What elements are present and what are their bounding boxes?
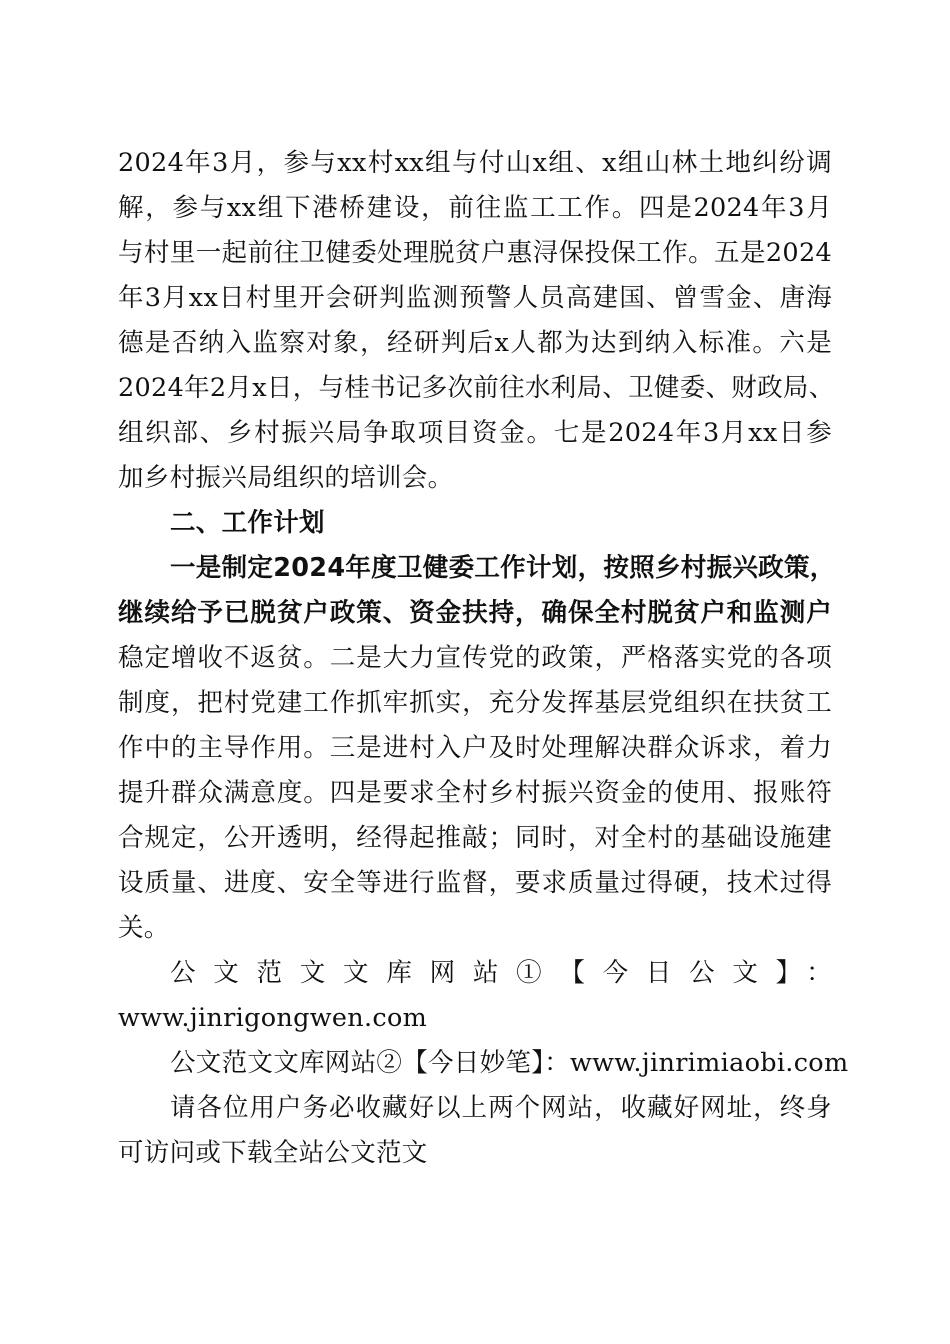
section2-line-6: 提升群众满意度。四是要求全村乡村振兴资金的使用、报账符: [118, 778, 832, 808]
notice-line-2: 可访问或下载全站公文范文: [118, 1138, 428, 1168]
site2-line: 公文范文文库网站②【今日妙笔】：www.jinrimiaobi.com: [170, 1048, 849, 1078]
site1-url[interactable]: www.jinrigongwen.com: [118, 1003, 428, 1033]
paragraph1-line-5: 德是否纳入监察对象，经研判后x人都为达到纳入标准。六是: [118, 328, 832, 358]
section2-line-4: 制度，把村党建工作抓牢抓实，充分发挥基层党组织在扶贫工: [118, 688, 832, 718]
paragraph1-line-2: 解，参与xx组下港桥建设，前往监工工作。四是2024年3月: [118, 193, 832, 223]
section2-line-9: 关。: [118, 913, 170, 943]
paragraph1-line-6: 2024年2月x日，与桂书记多次前往水利局、卫健委、财政局、: [118, 373, 835, 403]
paragraph1-line-4: 年3月xx日村里开会研判监测预警人员高建国、曾雪金、唐海: [118, 283, 832, 313]
section2-line-8: 设质量、进度、安全等进行监督，要求质量过得硬，技术过得: [118, 868, 832, 898]
notice-line-1: 请各位用户务必收藏好以上两个网站，收藏好网址，终身: [170, 1093, 832, 1123]
section2-line-7: 合规定，公开透明，经得起推敲；同时，对全村的基础设施建: [118, 823, 832, 853]
section2-line-5: 作中的主导作用。三是进村入户及时处理解决群众诉求，着力: [118, 733, 832, 763]
section2-line-3: 稳定增收不返贫。二是大力宣传党的政策，严格落实党的各项: [118, 643, 832, 673]
paragraph1-line-8: 加乡村振兴局组织的培训会。: [118, 463, 454, 493]
section2-line-1: 一是制定2024年度卫健委工作计划，按照乡村振兴政策，: [170, 553, 836, 583]
section-heading: 二、工作计划: [170, 508, 325, 538]
paragraph1-line-1: 2024年3月，参与xx村xx组与付山x组、x组山林土地纠纷调: [118, 148, 832, 178]
paragraph1-line-3: 与村里一起前往卫健委处理脱贫户惠浔保投保工作。五是2024: [118, 238, 832, 268]
paragraph1-line-7: 组织部、乡村振兴局争取项目资金。七是2024年3月xx日参: [118, 418, 832, 448]
section2-line-2: 继续给予已脱贫户政策、资金扶持，确保全村脱贫户和监测户: [118, 598, 832, 628]
site1-label: 公文范文文库网站①【今日公文】：: [170, 958, 832, 988]
